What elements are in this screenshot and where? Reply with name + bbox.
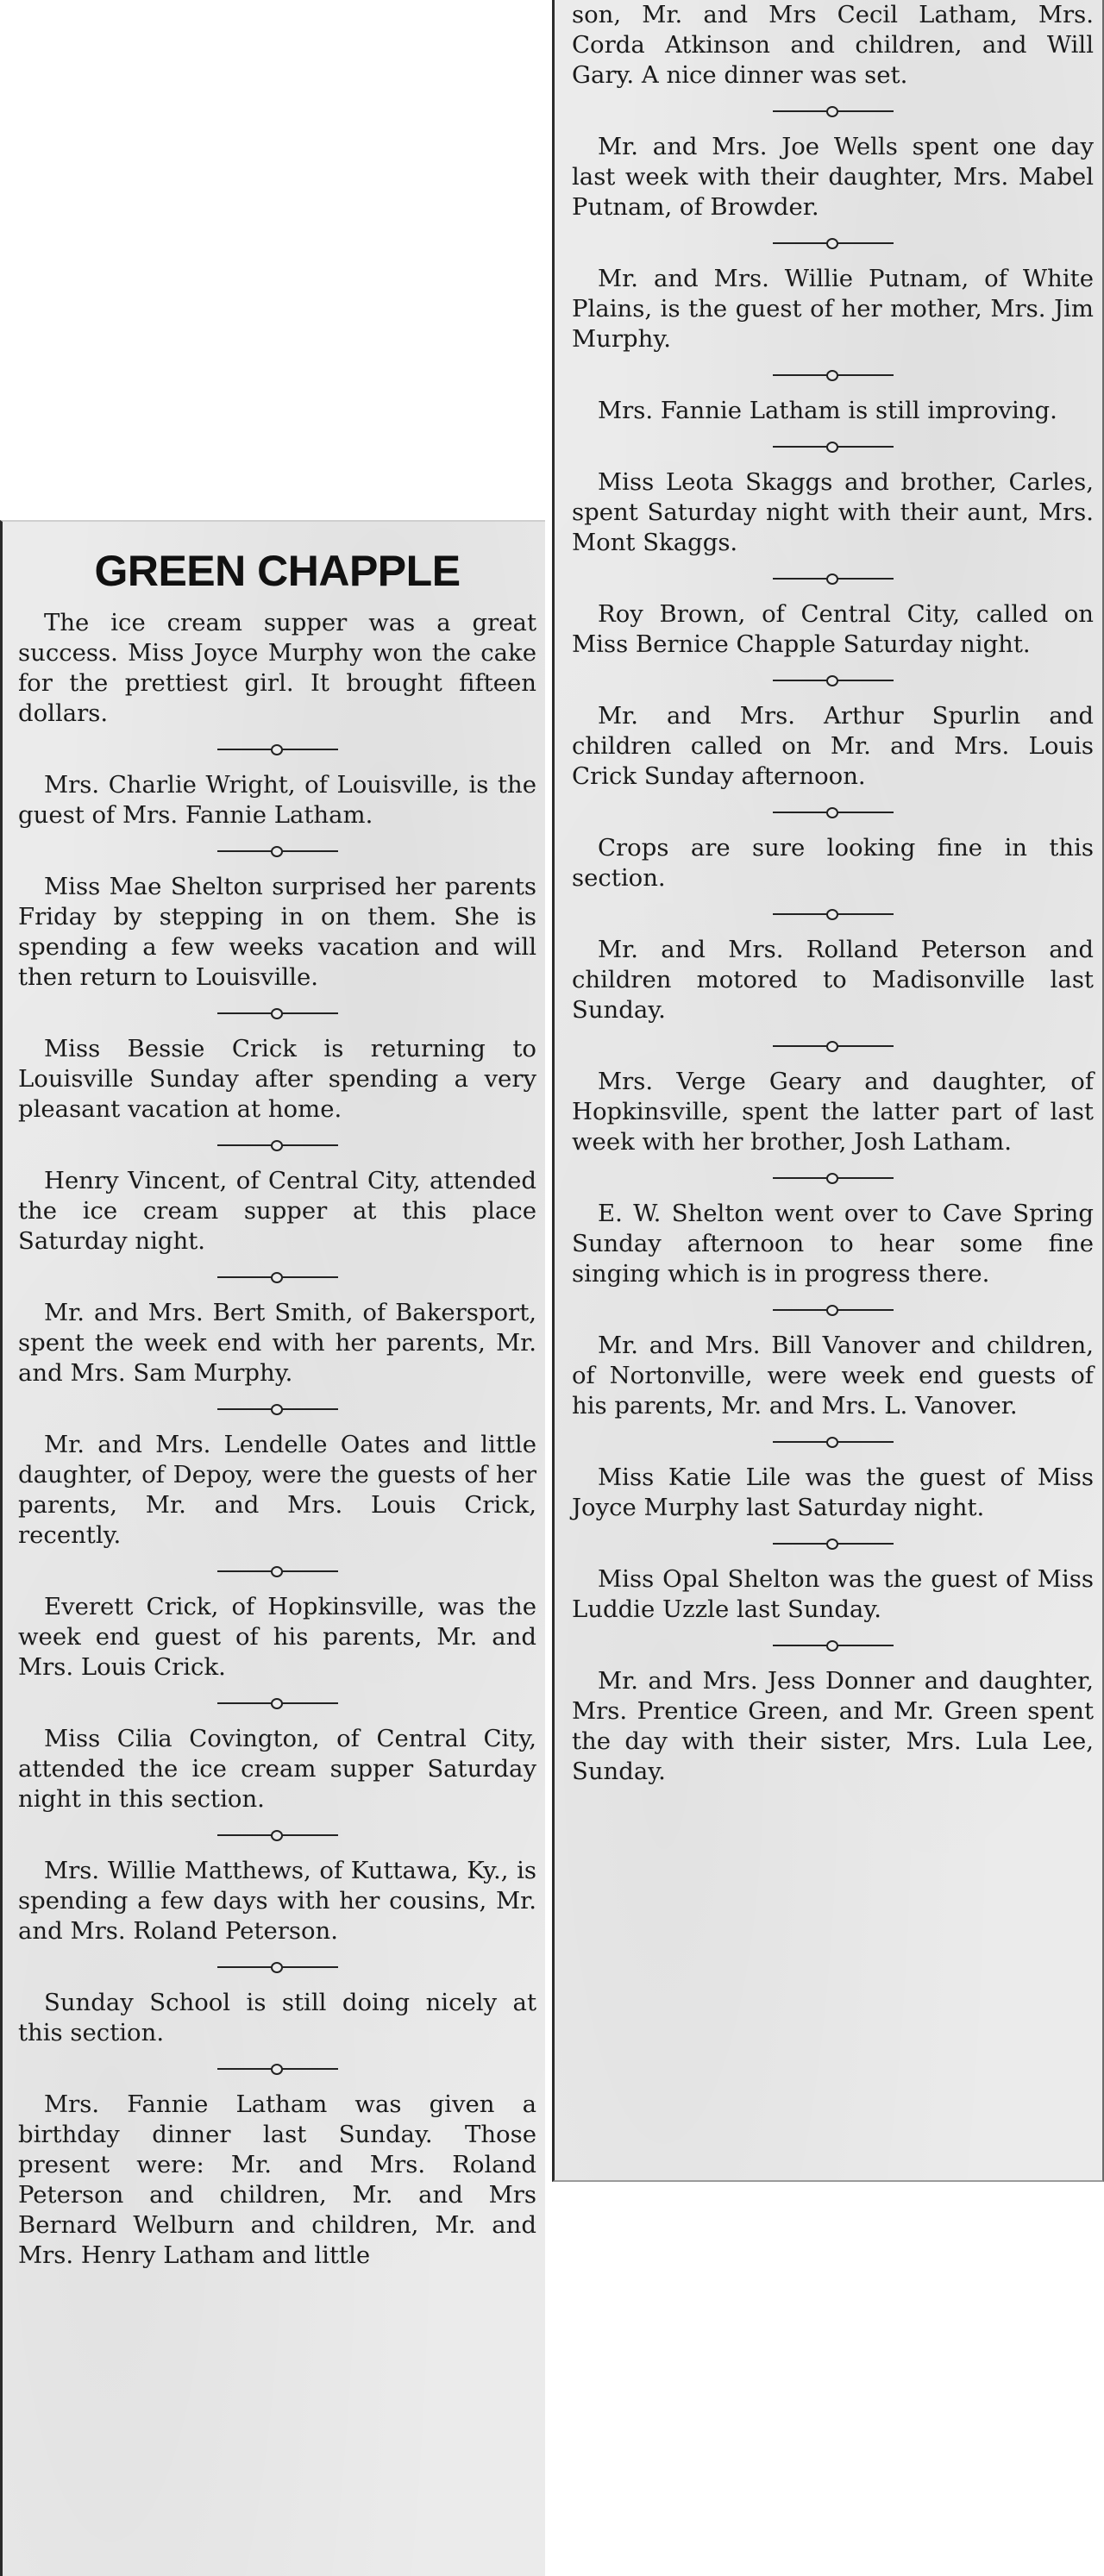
item-separator [773, 1535, 894, 1552]
item-separator [773, 1433, 894, 1451]
item-separator [773, 103, 894, 120]
item-separator [773, 1037, 894, 1055]
news-item: Crops are sure looking fine in this section. [572, 834, 1094, 892]
news-item: Mr. and Mrs. Joe Wells spent one day last week with their daughter, Mrs. Mabel Putnam, of Browder. [572, 133, 1094, 221]
news-item: Mr. and Mrs. Willie Putnam, of White Plains, is the guest of her mother, Mrs. Jim Murphy. [572, 265, 1094, 353]
news-item: Roy Brown, of Central City, called on Miss Bernice Chapple Saturday night. [572, 600, 1094, 658]
news-item: Mrs. Charlie Wright, of Louisville, is the guest of Mrs. Fannie Latham. [18, 771, 536, 829]
item-separator [217, 1695, 338, 1712]
news-item: Miss Mae Shelton surprised her parents Friday by stepping in on them. She is spending a few weeks vacation and will then return to Louisville. [18, 873, 536, 991]
news-item: Henry Vincent, of Central City, attended the ice cream supper at this place Saturday night. [18, 1167, 536, 1255]
item-separator [773, 1169, 894, 1187]
news-item: Mr. and Mrs. Jess Donner and daughter, Mrs. Prentice Green, and Mr. Green spent the day with their sister, Mrs. Lula Lee, Sunday. [572, 1667, 1094, 1785]
news-item: Sunday School is still doing nicely at this section. [18, 1989, 536, 2046]
item-separator [217, 1959, 338, 1976]
item-separator [773, 672, 894, 689]
news-item: son, Mr. and Mrs Cecil Latham, Mrs. Corda Atkinson and children, and Will Gary. A nice dinner was set. [572, 1, 1094, 89]
item-separator [773, 367, 894, 384]
news-item: The ice cream supper was a great success. Miss Joyce Murphy won the cake for the prettiest girl. It brought fifteen dollars. [18, 609, 536, 727]
item-separator [217, 1005, 338, 1022]
item-separator [773, 438, 894, 455]
news-item: Mrs. Willie Matthews, of Kuttawa, Ky., is spending a few days with her cousins, Mr. and Mrs. Roland Peterson. [18, 1857, 536, 1945]
item-separator [217, 1827, 338, 1844]
news-item: Mr. and Mrs. Bert Smith, of Bakersport, spent the week end with her parents, Mr. and Mrs. Sam Murphy. [18, 1299, 536, 1387]
news-item: Mr. and Mrs. Bill Vanover and children, of Nortonville, were week end guests of his parents, Mr. and Mrs. L. Vanover. [572, 1332, 1094, 1420]
news-item: E. W. Shelton went over to Cave Spring Sunday afternoon to hear some fine singing which is in progress there. [572, 1200, 1094, 1288]
item-separator [773, 906, 894, 923]
news-item: Mr. and Mrs. Lendelle Oates and little daughter, of Depoy, were the guests of her parents, Mr. and Mrs. Louis Crick, recently. [18, 1431, 536, 1549]
item-separator [773, 235, 894, 252]
item-separator [773, 1637, 894, 1654]
item-separator [217, 741, 338, 758]
item-separator [217, 1269, 338, 1286]
item-separator [217, 1401, 338, 1418]
news-item: Mrs. Fannie Latham was given a birthday dinner last Sunday. Those present were: Mr. and Mrs. Roland Peterson and children, Mr. and Mrs Bernard Welburn and children, Mr. and Mrs. Henry Latham and little [18, 2090, 536, 2269]
right-column [552, 0, 1104, 2182]
news-item: Mrs. Fannie Latham is still improving. [598, 397, 1057, 424]
item-separator [773, 1301, 894, 1319]
news-item: Miss Leota Skaggs and brother, Carles, spent Saturday night with their aunt, Mrs. Mont Skaggs. [572, 468, 1094, 556]
news-item: Miss Cilia Covington, of Central City, attended the ice cream supper Saturday night in this section. [18, 1725, 536, 1813]
item-separator [217, 843, 338, 860]
item-separator [773, 804, 894, 821]
news-item: Miss Bessie Crick is returning to Louisville Sunday after spending a very pleasant vacation at home. [18, 1035, 536, 1123]
news-item: Everett Crick, of Hopkinsville, was the week end guest of his parents, Mr. and Mrs. Louis Crick. [18, 1593, 536, 1681]
news-item: Mr. and Mrs. Arthur Spurlin and children called on Mr. and Mrs. Louis Crick Sunday afternoon. [572, 702, 1094, 790]
item-separator [773, 570, 894, 587]
item-separator [217, 2060, 338, 2078]
item-separator [217, 1137, 338, 1154]
news-item: Mr. and Mrs. Rolland Peterson and children motored to Madisonville last Sunday. [572, 936, 1094, 1024]
news-item: Mrs. Verge Geary and daughter, of Hopkinsville, spent the latter part of last week with her brother, Josh Latham. [572, 1068, 1094, 1156]
headline: GREEN CHAPPLE [94, 547, 461, 595]
news-item: Miss Katie Lile was the guest of Miss Joyce Murphy last Saturday night. [572, 1463, 1094, 1521]
item-separator [217, 1563, 338, 1580]
news-item: Miss Opal Shelton was the guest of Miss Luddie Uzzle last Sunday. [572, 1565, 1094, 1623]
left-column [0, 520, 545, 2576]
